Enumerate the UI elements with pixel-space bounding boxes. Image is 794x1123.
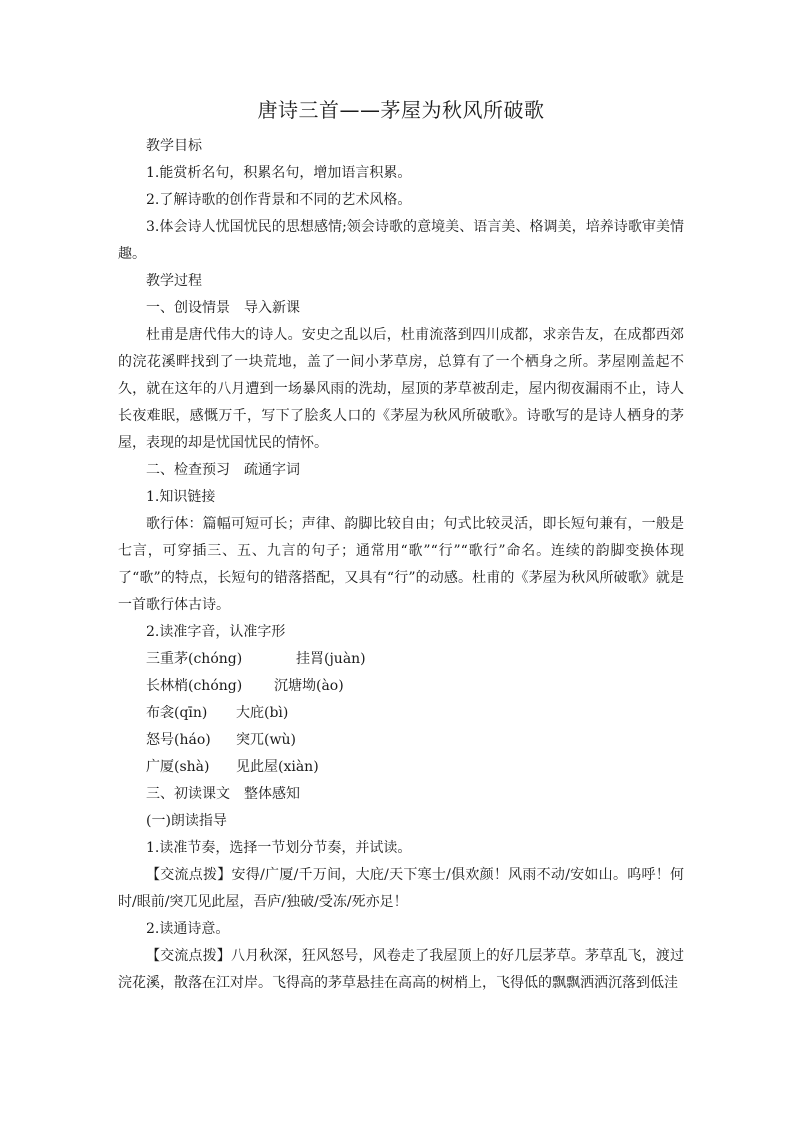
subsection-heading: (一)朗读指导	[146, 813, 227, 829]
vocab-item: 突兀(wù)	[236, 732, 296, 748]
vocab-row	[118, 754, 684, 781]
knowledge-paragraph: 歌行体：篇幅可短可长；声律、韵脚比较自由；句式比较灵活，即长短句兼有，一般是七言，可穿插三、五、九言的句子；通常用“歌”“行”“歌行”命名。连续的韵脚变换体现了“歌”的特点，长短句的错落搭配，又具有“行”的动感。杜甫的《茅屋为秋风所破歌》就是一首歌行体古诗。	[118, 516, 684, 613]
vocab-row	[118, 700, 684, 727]
vocab-item: 沉塘坳(ào)	[274, 678, 344, 694]
vocab-row	[118, 673, 684, 700]
vocab-row	[118, 646, 684, 673]
vocab-item: 长林梢(chóng)	[146, 678, 243, 694]
step-text: 1.读准节奏，选择一节划分节奏，并试读。	[146, 840, 412, 856]
objective-item: 3.体会诗人忧国忧民的思想感情;领会诗歌的意境美、语言美、格调美，培养诗歌审美情趣。	[118, 219, 684, 262]
vocab-item: 见此屋(xiàn)	[236, 759, 319, 775]
subsection-heading: 1.知识链接	[146, 489, 216, 505]
step-text: 2.读通诗意。	[146, 921, 230, 937]
section-heading: 三、初读课文 整体感知	[146, 786, 300, 802]
vocab-item: 广厦(shà)	[146, 759, 210, 775]
intro-paragraph: 杜甫是唐代伟大的诗人。安史之乱以后，杜甫流落到四川成都，求亲告友，在成都西郊的浣花溪畔找到了一块荒地，盖了一间小茅草房，总算有了一个栖身之所。茅屋刚盖起不久，就在这年的八月遭到一场暴风雨的洗劫，屋顶的茅草被刮走，屋内彻夜漏雨不止，诗人长夜难眠，感慨万千，写下了脍炙人口的《茅屋为秋风所破歌》。诗歌写的是诗人栖身的茅屋，表现的却是忧国忧民的情怀。	[118, 327, 684, 451]
objective-item: 2.了解诗歌的创作背景和不同的艺术风格。	[146, 192, 412, 208]
objectives-heading: 教学目标	[146, 138, 202, 154]
vocab-item: 挂罥(juàn)	[296, 651, 366, 667]
section-heading: 一、创设情景 导入新课	[146, 300, 300, 316]
vocab-item: 大庇(bì)	[236, 705, 289, 721]
subsection-heading: 2.读准字音，认准字形	[146, 624, 286, 640]
vocab-item: 三重茅(chóng)	[146, 651, 243, 667]
section-heading: 二、检查预习 疏通字词	[146, 462, 300, 478]
tip-paragraph: 【交流点拨】安得/广厦/千万间，大庇/天下寒士/俱欢颜！风雨不动/安如山。呜呼！何时/眼前/突兀见此屋，吾庐/独破/受冻/死亦足！	[118, 867, 684, 910]
objective-item: 1.能赏析名句，积累名句，增加语言积累。	[146, 165, 412, 181]
process-heading: 教学过程	[146, 273, 202, 289]
document-page	[118, 94, 684, 997]
vocab-item: 布衾(qīn)	[146, 705, 208, 721]
vocab-item: 怒号(háo)	[146, 732, 211, 748]
tip-paragraph: 【交流点拨】八月秋深，狂风怒号，风卷走了我屋顶上的好几层茅草。茅草乱飞，渡过浣花溪，散落在江对岸。飞得高的茅草悬挂在高高的树梢上，飞得低的飘飘洒洒沉落到低洼	[118, 948, 684, 991]
page-title: 唐诗三首——茅屋为秋风所破歌	[257, 98, 545, 122]
vocab-row	[118, 727, 684, 754]
